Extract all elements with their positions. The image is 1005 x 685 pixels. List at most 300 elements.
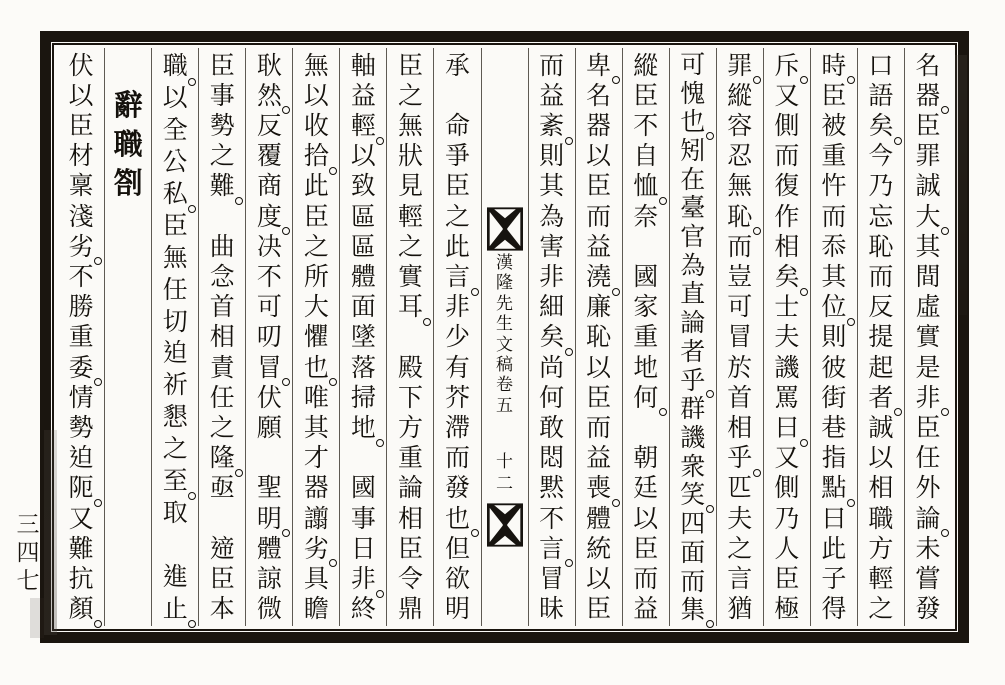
glyph-cell: 廷 bbox=[633, 473, 659, 503]
glyph-cell: 此 bbox=[303, 171, 329, 201]
glyph-cell: 笑 bbox=[671, 481, 715, 510]
glyph-cell: 重 bbox=[633, 322, 659, 352]
glyph-cell: 之 bbox=[209, 141, 235, 171]
glyph-cell: 本 bbox=[209, 594, 235, 624]
glyph-cell: 具 bbox=[303, 564, 329, 594]
glyph-cell: 材 bbox=[68, 141, 94, 171]
glyph-cell: 論 bbox=[680, 308, 706, 338]
glyph-cell: 又 bbox=[774, 80, 800, 110]
glyph-cell: 辭 bbox=[113, 88, 143, 122]
glyph-cell: 致 bbox=[350, 171, 376, 201]
glyph-cell: 少 bbox=[445, 322, 471, 352]
glyph-cell: 抗 bbox=[68, 564, 94, 594]
glyph-cell: 益 bbox=[633, 594, 659, 624]
glyph-cell: 爭 bbox=[445, 141, 471, 171]
glyph-cell: 明 bbox=[445, 594, 471, 624]
fish-tail-ornament-bottom bbox=[487, 501, 523, 549]
glyph-cell: 言 bbox=[435, 261, 479, 291]
glyph-cell: 士 bbox=[774, 292, 800, 322]
glyph-cell: 迫 bbox=[162, 338, 188, 368]
glyph-cell: 無 bbox=[303, 50, 329, 80]
glyph-cell: 自 bbox=[633, 141, 659, 171]
honorific-space bbox=[200, 503, 244, 533]
glyph-cell: 隆 bbox=[200, 443, 244, 473]
glyph-cell: 任 bbox=[162, 274, 188, 304]
text-column-9 bbox=[528, 48, 575, 626]
glyph-cell: 臣 bbox=[915, 111, 941, 140]
glyph-cell: 紊 bbox=[530, 110, 574, 140]
glyph-cell: 愧 bbox=[680, 78, 706, 108]
glyph-cell: 才 bbox=[303, 443, 329, 473]
glyph-cell: 得 bbox=[821, 594, 847, 624]
glyph-cell: 奈 bbox=[633, 201, 659, 231]
glyph-cell: 黙 bbox=[539, 473, 565, 503]
glyph-cell: 虛 bbox=[915, 292, 941, 322]
glyph-cell: 臣 bbox=[303, 201, 329, 231]
glyph-cell: 乎 bbox=[671, 366, 715, 395]
section-title-column bbox=[104, 48, 151, 626]
glyph-cell: 勢 bbox=[209, 111, 235, 140]
glyph-cell: 不 bbox=[539, 503, 565, 533]
glyph-cell: 臣 bbox=[586, 382, 612, 412]
glyph-cell: 縱 bbox=[727, 80, 753, 110]
glyph-cell: 細 bbox=[539, 292, 565, 322]
glyph-cell: 則 bbox=[821, 322, 847, 352]
glyph-cell: 實 bbox=[915, 322, 941, 352]
glyph-cell: 臣 bbox=[397, 533, 423, 563]
glyph-cell: 大 bbox=[303, 292, 329, 322]
glyph-cell: 害 bbox=[539, 231, 565, 261]
glyph-cell: 以 bbox=[586, 564, 612, 594]
glyph-cell: 為 bbox=[539, 201, 565, 231]
glyph-cell: 曲 bbox=[209, 231, 235, 261]
title-column-blank bbox=[106, 203, 150, 624]
glyph-cell: 名 bbox=[586, 80, 612, 110]
glyph-cell: 可 bbox=[256, 292, 282, 322]
glyph-cell: 懇 bbox=[162, 402, 188, 432]
glyph-cell: 無 bbox=[397, 111, 423, 140]
glyph-cell: 發 bbox=[445, 473, 471, 503]
glyph-cell: 恥 bbox=[718, 201, 762, 231]
glyph-cell: 位 bbox=[812, 292, 856, 322]
glyph-cell: 臣 bbox=[209, 564, 235, 594]
glyph-cell: 滯 bbox=[445, 413, 471, 443]
glyph-cell: 方 bbox=[868, 533, 894, 563]
glyph-cell: 無 bbox=[162, 242, 188, 272]
glyph-cell: 叨 bbox=[256, 322, 282, 352]
glyph-cell: 職 bbox=[868, 503, 894, 533]
glyph-cell: 進 bbox=[162, 561, 188, 591]
glyph-cell: 瞻 bbox=[303, 594, 329, 624]
glyph-cell: 承 bbox=[445, 50, 471, 80]
glyph-cell: 任 bbox=[915, 443, 941, 473]
glyph-cell: 委 bbox=[59, 352, 103, 382]
glyph-cell: 但 bbox=[445, 533, 471, 563]
glyph-cell: 止 bbox=[153, 592, 197, 624]
glyph-cell: 言 bbox=[530, 533, 574, 563]
text-column-5 bbox=[716, 48, 763, 626]
glyph-cell: 而 bbox=[539, 50, 565, 80]
glyph-cell: 唯 bbox=[303, 382, 329, 412]
glyph-cell: 益 bbox=[586, 231, 612, 261]
honorific-space bbox=[624, 231, 668, 261]
text-column-13 bbox=[339, 48, 386, 626]
glyph-cell: 名 bbox=[915, 50, 941, 80]
glyph-cell: 益 bbox=[586, 443, 612, 473]
glyph-cell: 全 bbox=[162, 115, 188, 145]
glyph-cell: 重 bbox=[821, 141, 847, 171]
text-column-2 bbox=[857, 48, 904, 626]
glyph-cell: 地 bbox=[633, 352, 659, 382]
glyph-cell: 祈 bbox=[162, 370, 188, 400]
glyph-cell: 難 bbox=[68, 533, 94, 563]
glyph-cell: 可 bbox=[727, 292, 753, 322]
book-title: 漢隆先生文稿卷五 bbox=[496, 252, 514, 416]
leaf-number: 十二 bbox=[496, 452, 514, 495]
glyph-cell: 未 bbox=[915, 533, 941, 563]
glyph-cell: 口 bbox=[868, 50, 894, 80]
glyph-cell: 街 bbox=[821, 382, 847, 412]
glyph-cell: 而 bbox=[821, 201, 847, 231]
glyph-cell: 者 bbox=[680, 336, 706, 366]
glyph-cell: 冒 bbox=[247, 352, 291, 382]
glyph-cell: 覆 bbox=[256, 141, 282, 171]
glyph-cell: 阨 bbox=[59, 473, 103, 503]
glyph-cell: 在 bbox=[680, 164, 706, 194]
glyph-cell: 事 bbox=[209, 80, 235, 110]
glyph-cell: 國 bbox=[350, 473, 376, 503]
glyph-cell: 悶 bbox=[539, 443, 565, 473]
glyph-cell: 不 bbox=[68, 262, 94, 292]
glyph-cell: 提 bbox=[868, 322, 894, 352]
glyph-cell: 猶 bbox=[727, 594, 753, 624]
glyph-cell: 臣 bbox=[633, 533, 659, 563]
glyph-cell: 不 bbox=[256, 262, 282, 292]
glyph-cell: 相 bbox=[397, 503, 423, 533]
glyph-cell: 彼 bbox=[821, 352, 847, 382]
glyph-cell: 令 bbox=[397, 564, 423, 594]
glyph-cell: 其 bbox=[539, 171, 565, 201]
glyph-cell: 忤 bbox=[821, 171, 847, 201]
glyph-cell: 劣 bbox=[294, 533, 338, 563]
glyph-cell: 又 bbox=[774, 443, 800, 473]
glyph-cell: 忍 bbox=[727, 141, 753, 171]
glyph-cell: 也 bbox=[671, 107, 715, 136]
glyph-cell: 伏 bbox=[256, 382, 282, 412]
glyph-cell: 不 bbox=[633, 111, 659, 140]
glyph-cell: 臣 bbox=[586, 171, 612, 201]
glyph-cell: 輕 bbox=[868, 564, 894, 594]
glyph-cell: 忝 bbox=[821, 231, 847, 261]
glyph-cell: 國 bbox=[633, 262, 659, 292]
glyph-cell: 誠 bbox=[868, 413, 894, 443]
glyph-cell: 起 bbox=[868, 352, 894, 382]
glyph-cell: 以 bbox=[586, 352, 612, 382]
text-column-3 bbox=[810, 48, 857, 626]
glyph-cell: 論 bbox=[906, 503, 950, 533]
glyph-cell: 以 bbox=[303, 80, 329, 110]
glyph-cell: 論 bbox=[397, 473, 423, 503]
glyph-cell: 矧 bbox=[680, 135, 706, 165]
glyph-cell: 之 bbox=[727, 533, 753, 563]
glyph-cell: 矣 bbox=[530, 322, 574, 352]
glyph-cell: 廉 bbox=[586, 292, 612, 322]
glyph-cell: 臣 bbox=[821, 80, 847, 110]
glyph-cell: 下 bbox=[397, 382, 423, 412]
glyph-cell: 耳 bbox=[388, 292, 432, 322]
glyph-cell: 淺 bbox=[68, 201, 94, 231]
glyph-cell: 面 bbox=[350, 292, 376, 322]
glyph-cell: 恥 bbox=[868, 231, 894, 261]
glyph-cell: 事 bbox=[350, 503, 376, 533]
glyph-cell: 以 bbox=[633, 503, 659, 533]
glyph-cell: 輕 bbox=[397, 201, 423, 231]
glyph-cell: 非 bbox=[539, 262, 565, 292]
glyph-cell: 切 bbox=[162, 306, 188, 336]
glyph-cell: 以 bbox=[868, 443, 894, 473]
glyph-cell: 面 bbox=[680, 537, 706, 567]
text-column-15 bbox=[245, 48, 292, 626]
glyph-cell: 罵 bbox=[774, 382, 800, 412]
glyph-cell: 罪 bbox=[915, 141, 941, 171]
glyph-cell: 昧 bbox=[539, 594, 565, 624]
glyph-cell: 職 bbox=[113, 127, 143, 161]
glyph-cell: 四 bbox=[680, 509, 706, 539]
glyph-cell: 相 bbox=[209, 322, 235, 352]
glyph-cell: 益 bbox=[539, 80, 565, 110]
text-column-19 bbox=[58, 48, 104, 626]
folio-number: 三四七 bbox=[16, 512, 40, 595]
glyph-cell: 以 bbox=[162, 83, 188, 113]
glyph-cell: 直 bbox=[680, 279, 706, 309]
reading-circle bbox=[188, 620, 196, 628]
glyph-cell: 家 bbox=[633, 292, 659, 322]
page-frame-inner-rule bbox=[52, 43, 957, 631]
glyph-cell: 鼎 bbox=[397, 594, 423, 624]
glyph-cell: 子 bbox=[821, 564, 847, 594]
glyph-cell: 臣 bbox=[162, 210, 188, 240]
glyph-cell: 耿 bbox=[256, 50, 282, 80]
glyph-cell: 落 bbox=[350, 352, 376, 382]
glyph-cell: 相 bbox=[727, 413, 753, 443]
glyph-cell: 之 bbox=[209, 413, 235, 443]
glyph-cell: 難 bbox=[200, 171, 244, 201]
glyph-cell: 統 bbox=[586, 533, 612, 563]
glyph-cell: 喪 bbox=[577, 473, 621, 503]
glyph-cell: 尚 bbox=[539, 352, 565, 382]
glyph-cell: 情 bbox=[68, 382, 94, 412]
glyph-cell: 然 bbox=[247, 80, 291, 110]
glyph-cell: 無 bbox=[727, 171, 753, 201]
glyph-cell: 念 bbox=[209, 262, 235, 292]
glyph-cell: 度 bbox=[247, 201, 291, 231]
honorific-space bbox=[153, 528, 197, 560]
glyph-cell: 曰 bbox=[765, 412, 809, 442]
text-column-14 bbox=[292, 48, 339, 626]
glyph-cell: 譏 bbox=[680, 422, 706, 452]
glyph-cell: 收 bbox=[303, 111, 329, 140]
glyph-cell: 劄 bbox=[113, 166, 143, 200]
glyph-cell: 可 bbox=[680, 49, 706, 79]
honorific-space bbox=[435, 80, 479, 110]
glyph-cell: 臣 bbox=[915, 413, 941, 443]
glyph-cell: 非 bbox=[341, 563, 385, 593]
glyph-cell: 也 bbox=[294, 352, 338, 382]
glyph-cell: 臣 bbox=[397, 50, 423, 80]
glyph-cell: 掃 bbox=[350, 382, 376, 412]
glyph-cell: 輕 bbox=[341, 110, 385, 140]
glyph-cell: 地 bbox=[341, 412, 385, 442]
glyph-cell: 劣 bbox=[59, 231, 103, 261]
glyph-cell: 之 bbox=[397, 231, 423, 261]
glyph-cell: 何 bbox=[624, 382, 668, 412]
glyph-cell: 軸 bbox=[350, 50, 376, 80]
fish-tail-ornament-top bbox=[487, 205, 523, 253]
glyph-cell: 罪 bbox=[718, 50, 762, 80]
glyph-cell: 責 bbox=[209, 352, 235, 382]
glyph-cell: 嘗 bbox=[915, 564, 941, 594]
text-column-17 bbox=[151, 48, 198, 626]
glyph-cell: 區 bbox=[350, 201, 376, 231]
glyph-cell: 方 bbox=[397, 413, 423, 443]
glyph-cell: 官 bbox=[680, 222, 706, 252]
glyph-cell: 器 bbox=[906, 80, 950, 110]
glyph-cell: 之 bbox=[303, 231, 329, 261]
glyph-cell: 夫 bbox=[774, 322, 800, 352]
glyph-cell: 恥 bbox=[586, 322, 612, 352]
glyph-cell: 臺 bbox=[680, 193, 706, 223]
glyph-cell: 重 bbox=[397, 443, 423, 473]
glyph-cell: 衆 bbox=[680, 451, 706, 481]
honorific-space bbox=[624, 412, 668, 442]
glyph-cell: 職 bbox=[153, 50, 197, 82]
glyph-cell: 反 bbox=[868, 292, 894, 322]
glyph-cell: 以 bbox=[586, 141, 612, 171]
glyph-cell: 點 bbox=[812, 473, 856, 503]
glyph-cell: 芥 bbox=[445, 382, 471, 412]
glyph-cell: 命 bbox=[445, 111, 471, 140]
glyph-cell: 非 bbox=[906, 382, 950, 412]
glyph-cell: 日 bbox=[350, 533, 376, 563]
glyph-cell: 見 bbox=[397, 171, 423, 201]
glyph-cell: 公 bbox=[162, 147, 188, 177]
glyph-cell: 臣 bbox=[445, 171, 471, 201]
glyph-cell: 乃 bbox=[868, 171, 894, 201]
glyph-cell: 譾 bbox=[303, 503, 329, 533]
glyph-cell: 間 bbox=[915, 262, 941, 292]
glyph-cell: 取 bbox=[162, 497, 188, 527]
glyph-cell: 而 bbox=[445, 443, 471, 473]
glyph-cell: 冒 bbox=[539, 564, 565, 594]
glyph-cell: 臣 bbox=[586, 594, 612, 624]
glyph-cell: 任 bbox=[209, 382, 235, 412]
glyph-cell: 私 bbox=[153, 178, 197, 210]
glyph-cell: 縱 bbox=[633, 50, 659, 80]
glyph-cell: 何 bbox=[539, 382, 565, 412]
glyph-cell: 首 bbox=[209, 292, 235, 322]
glyph-cell: 匹 bbox=[727, 473, 753, 503]
glyph-cell: 集 bbox=[671, 595, 715, 624]
glyph-cell: 所 bbox=[303, 262, 329, 292]
glyph-cell: 豈 bbox=[727, 262, 753, 292]
glyph-cell: 此 bbox=[821, 533, 847, 563]
glyph-cell: 至 bbox=[153, 465, 197, 497]
glyph-cell: 語 bbox=[868, 80, 894, 110]
glyph-cell: 諒 bbox=[256, 564, 282, 594]
glyph-cell: 澆 bbox=[577, 261, 621, 291]
glyph-cell: 之 bbox=[162, 434, 188, 464]
glyph-cell: 臣 bbox=[633, 80, 659, 110]
glyph-cell: 顏 bbox=[59, 594, 103, 624]
glyph-cell: 矣 bbox=[859, 110, 903, 140]
glyph-cell: 作 bbox=[774, 201, 800, 231]
glyph-cell: 容 bbox=[727, 111, 753, 140]
glyph-cell: 此 bbox=[445, 231, 471, 261]
glyph-cell: 以 bbox=[350, 141, 376, 171]
glyph-cell: 則 bbox=[539, 141, 565, 171]
glyph-cell: 伏 bbox=[68, 50, 94, 80]
glyph-cell: 其 bbox=[821, 262, 847, 292]
glyph-cell: 而 bbox=[727, 231, 753, 261]
glyph-cell: 復 bbox=[774, 171, 800, 201]
glyph-cell: 墜 bbox=[350, 322, 376, 352]
glyph-cell: 有 bbox=[445, 352, 471, 382]
reading-circle bbox=[706, 620, 714, 628]
glyph-cell: 為 bbox=[680, 250, 706, 280]
glyph-cell: 於 bbox=[727, 352, 753, 382]
glyph-cell: 而 bbox=[680, 566, 706, 596]
glyph-cell: 體 bbox=[256, 533, 282, 563]
glyph-cell: 矣 bbox=[765, 261, 809, 291]
glyph-cell: 懼 bbox=[303, 322, 329, 352]
glyph-cell: 而 bbox=[774, 141, 800, 171]
text-column-11 bbox=[433, 48, 480, 626]
glyph-cell: 勝 bbox=[68, 292, 94, 322]
text-column-8 bbox=[575, 48, 622, 626]
glyph-cell: 臣 bbox=[209, 50, 235, 80]
glyph-cell: 殿 bbox=[397, 352, 423, 382]
glyph-cell: 臣 bbox=[68, 111, 94, 140]
glyph-cell: 亟 bbox=[209, 473, 235, 503]
glyph-cell: 而 bbox=[586, 201, 612, 231]
glyph-cell: 人 bbox=[774, 533, 800, 563]
glyph-cell: 之 bbox=[445, 201, 471, 231]
glyph-cell: 恤 bbox=[624, 171, 668, 201]
glyph-cell: 指 bbox=[821, 443, 847, 473]
glyph-cell: 相 bbox=[774, 231, 800, 261]
glyph-cell: 而 bbox=[633, 564, 659, 594]
glyph-cell: 其 bbox=[915, 231, 941, 261]
glyph-cell: 其 bbox=[303, 413, 329, 443]
glyph-cell: 側 bbox=[774, 111, 800, 140]
glyph-cell: 大 bbox=[906, 201, 950, 231]
glyph-cell: 願 bbox=[256, 413, 282, 443]
glyph-cell: 誠 bbox=[915, 171, 941, 201]
text-column-1 bbox=[904, 48, 951, 626]
glyph-cell: 終 bbox=[350, 594, 376, 624]
glyph-cell: 區 bbox=[350, 231, 376, 261]
honorific-space bbox=[200, 201, 244, 231]
glyph-cell: 巷 bbox=[821, 413, 847, 443]
glyph-cell: 極 bbox=[774, 594, 800, 624]
glyph-cell: 之 bbox=[397, 80, 423, 110]
glyph-cell: 而 bbox=[586, 413, 612, 443]
glyph-cell: 明 bbox=[247, 503, 291, 533]
glyph-cell: 朝 bbox=[633, 443, 659, 473]
glyph-cell: 是 bbox=[915, 352, 941, 382]
glyph-cell: 稟 bbox=[68, 171, 94, 201]
glyph-cell: 以 bbox=[68, 80, 94, 110]
